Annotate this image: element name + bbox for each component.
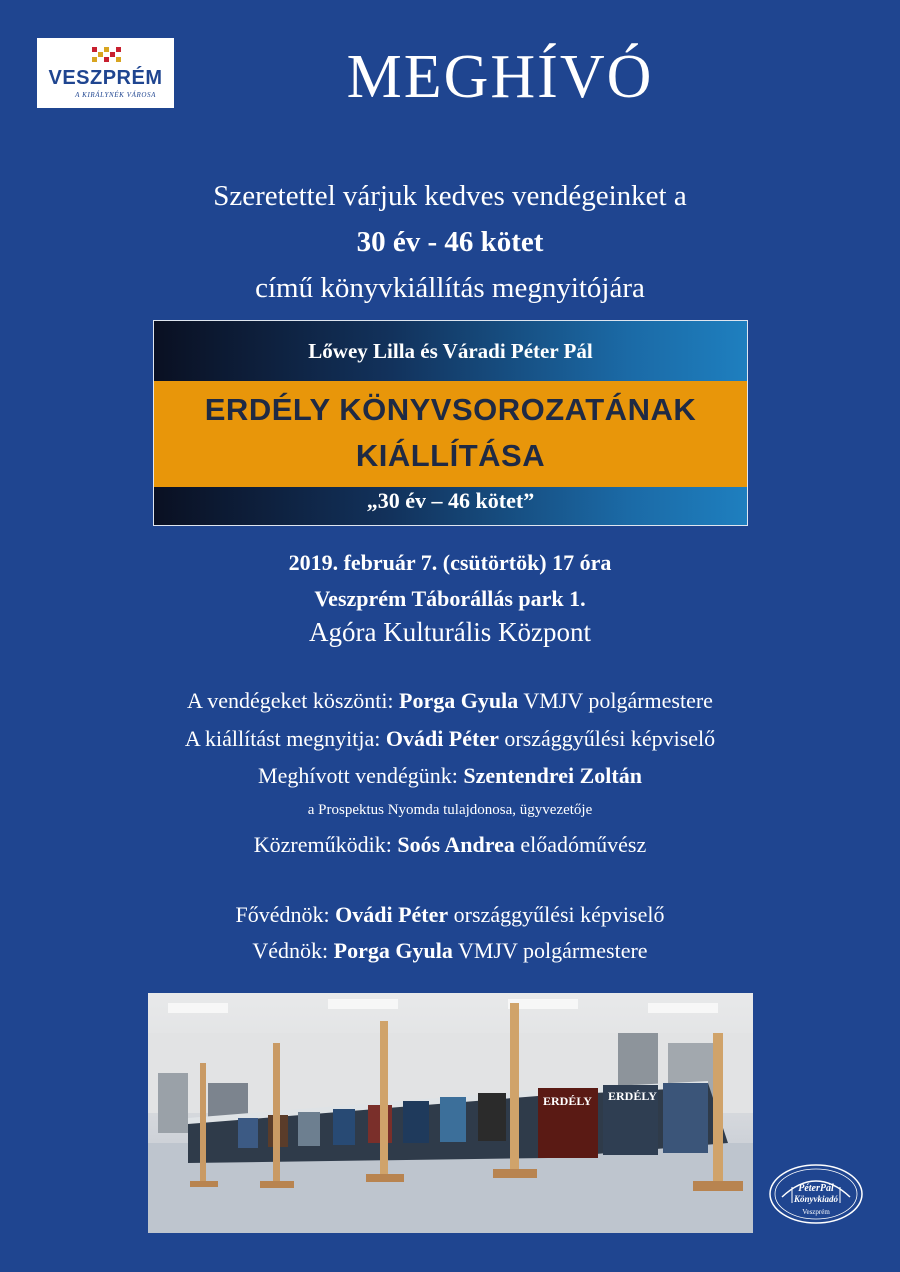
- guest-label: Meghívott vendégünk:: [258, 763, 458, 788]
- greeter-label: A vendégeket köszönti:: [187, 688, 394, 713]
- main-patron-name: Ovádi Péter: [335, 902, 449, 927]
- opener-role: országgyűlési képviselő: [504, 726, 716, 751]
- crown-icon: [92, 47, 122, 63]
- patron-line: [0, 938, 900, 964]
- performer-label: Közreműködik:: [253, 832, 392, 857]
- banner-authors: Lőwey Lilla és Váradi Péter Pál: [308, 339, 593, 363]
- patron-label: Védnök:: [252, 938, 329, 963]
- opener-label: A kiállítást megnyitja:: [184, 726, 381, 751]
- performer-name: Soós Andrea: [397, 832, 515, 857]
- page-title: MEGHÍVÓ: [346, 43, 654, 111]
- banner-title-line-2: KIÁLLÍTÁSA: [355, 438, 546, 473]
- publisher-stamp: [768, 1163, 864, 1225]
- exhibition-banner: [153, 320, 748, 526]
- patron-name: Porga Gyula: [333, 938, 453, 963]
- guest-role: a Prospektus Nyomda tulajdonosa, ügyvezetője: [307, 802, 593, 818]
- opener-line: [0, 726, 900, 752]
- publisher-name-2: Könyvkiadó: [794, 1194, 838, 1204]
- main-patron-role: országgyűlési képviselő: [453, 902, 665, 927]
- book-title-1: ERDÉLY: [543, 1094, 592, 1108]
- banner-subtitle: „30 év – 46 kötet”: [366, 488, 535, 513]
- city-logo: [37, 38, 174, 108]
- intro-line-3: című könyvkiállítás megnyitójára: [255, 272, 645, 304]
- event-address: Veszprém Táborállás park 1.: [314, 586, 586, 611]
- publisher-name-1: PéterPál: [798, 1183, 834, 1194]
- intro-line-2: 30 év - 46 kötet: [356, 226, 544, 258]
- patron-role: VMJV polgármestere: [457, 938, 648, 963]
- greeter-name: Porga Gyula: [399, 688, 519, 713]
- event-date: 2019. február 7. (csütörtök) 17 óra: [288, 550, 612, 575]
- book-title-2: ERDÉLY: [608, 1089, 657, 1103]
- guest-line: [0, 763, 900, 789]
- banner-title-box: [154, 381, 747, 487]
- main-patron-label: Fővédnök:: [235, 902, 330, 927]
- exhibition-photo: [148, 993, 753, 1233]
- logo-tagline: A KIRÁLYNÉK VÁROSA: [75, 91, 156, 99]
- opener-name: Ovádi Péter: [385, 726, 499, 751]
- banner-title-line-1: ERDÉLY KÖNYVSOROZATÁNAK: [204, 392, 697, 427]
- logo-name: VESZPRÉM: [48, 67, 163, 89]
- guest-name: Szentendrei Zoltán: [463, 763, 642, 788]
- event-venue: Agóra Kulturális Központ: [309, 617, 591, 647]
- performer-line: [0, 832, 900, 858]
- greeter-line: [0, 688, 900, 714]
- publisher-city: Veszprém: [802, 1208, 830, 1216]
- intro-line-1: Szeretettel várjuk kedves vendégeinket a: [213, 180, 687, 212]
- performer-role: előadóművész: [520, 832, 647, 857]
- main-patron-line: [0, 902, 900, 928]
- greeter-role: VMJV polgármestere: [523, 688, 713, 713]
- exhibition-photo-illustration: [148, 993, 753, 1233]
